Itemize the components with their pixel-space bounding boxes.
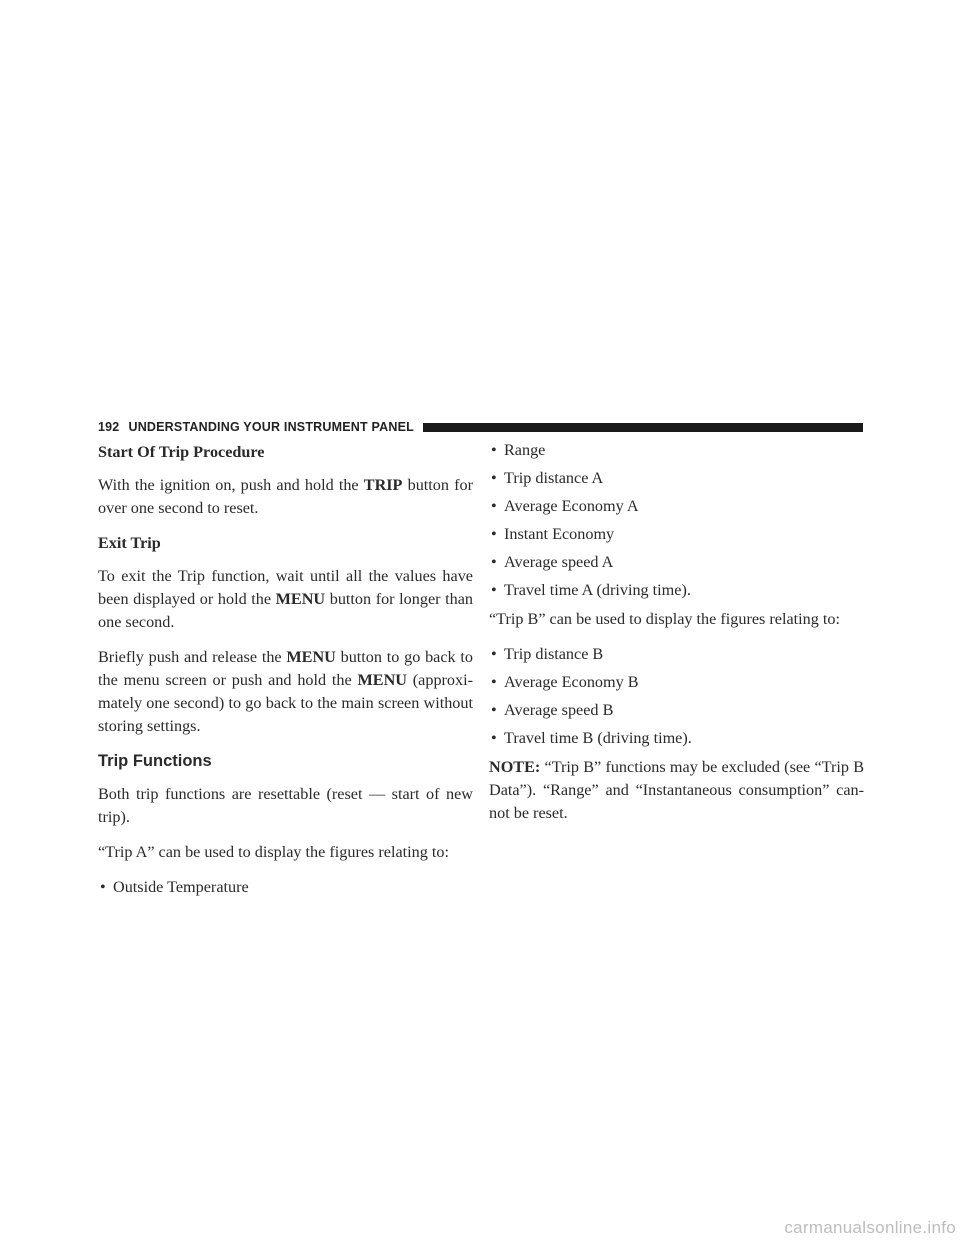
start-trip-heading: Start Of Trip Procedure xyxy=(98,443,265,461)
exit-trip-heading: Exit Trip xyxy=(98,534,161,552)
site-watermark: carmanualsonline.info xyxy=(784,1218,956,1237)
exit-trip-paragraph xyxy=(98,565,473,634)
bullet-icon: • xyxy=(491,645,497,663)
resettable-paragraph: Both trip functions are resettable (reset — start of new trip). xyxy=(98,785,473,826)
list-item-text: Travel time A (driving time). xyxy=(504,581,691,599)
list-item xyxy=(489,551,864,574)
list-item-text: Instant Economy xyxy=(504,525,615,543)
list-item xyxy=(98,876,473,899)
page-number: 192 xyxy=(98,420,120,434)
start-trip-text-2: button for over one second to reset. xyxy=(98,476,473,517)
list-item xyxy=(489,643,864,666)
section-title: UNDERSTANDING YOUR INSTRUMENT PANEL xyxy=(128,420,414,434)
list-item xyxy=(489,523,864,546)
menu-button-label: MENU xyxy=(286,648,336,666)
bullet-icon: • xyxy=(491,525,497,543)
page-header xyxy=(98,418,863,436)
start-trip-paragraph xyxy=(98,474,473,520)
list-item-text: Travel time B (driving time). xyxy=(504,729,692,747)
list-item xyxy=(489,467,864,490)
briefly-text-1: Briefly push and release the xyxy=(98,648,287,666)
list-item-text: Outside Temperature xyxy=(113,878,249,896)
briefly-text-2: button to go back to the menu screen or push and hold the xyxy=(98,648,473,689)
trip-button-label: TRIP xyxy=(363,476,403,494)
bullet-icon: • xyxy=(100,878,106,896)
list-item-text: Average speed A xyxy=(504,553,614,571)
list-item xyxy=(489,439,864,462)
trip-b-intro: “Trip B” can be used to display the figures relating to: xyxy=(489,610,840,628)
list-item-text: Average Economy B xyxy=(504,673,639,691)
menu-button-label: MENU xyxy=(275,590,326,608)
trip-a-list-left xyxy=(98,876,473,899)
header-rule xyxy=(423,423,863,432)
list-item xyxy=(489,579,864,602)
list-item-text: Average Economy A xyxy=(504,497,639,515)
list-item-text: Trip distance B xyxy=(504,645,604,663)
list-item xyxy=(489,727,864,750)
exit-trip-text-1: To exit the Trip function, wait until all the values have been displayed or hold the xyxy=(98,567,473,608)
note-paragraph xyxy=(489,756,864,825)
bullet-icon: • xyxy=(491,441,497,459)
list-item-text: Trip distance A xyxy=(504,469,604,487)
list-item xyxy=(489,671,864,694)
bullet-icon: • xyxy=(491,469,497,487)
trip-a-list-right xyxy=(489,439,864,602)
exit-trip-text-2: button for longer than one second. xyxy=(98,590,474,631)
menu-button-label: MENU xyxy=(357,671,407,689)
trip-b-list xyxy=(489,643,864,750)
start-trip-text-1: With the ignition on, push and hold the xyxy=(98,476,364,494)
briefly-text-3: (approxi-mately one second) to go back to the main screen without storing settings. xyxy=(98,671,473,735)
bullet-icon: • xyxy=(491,673,497,691)
bullet-icon: • xyxy=(491,729,497,747)
list-item-text: Average speed B xyxy=(504,701,614,719)
trip-functions-heading: Trip Functions xyxy=(98,752,212,770)
list-item xyxy=(489,699,864,722)
note-label: NOTE: xyxy=(489,758,541,776)
right-column xyxy=(489,439,864,837)
bullet-icon: • xyxy=(491,701,497,719)
note-text: “Trip B” functions may be excluded (see “Trip B Data”). “Range” and “Instantaneous consumption” can-not be reset. xyxy=(489,758,864,822)
bullet-icon: • xyxy=(491,553,497,571)
bullet-icon: • xyxy=(491,497,497,515)
list-item xyxy=(489,495,864,518)
list-item-text: Range xyxy=(504,441,546,459)
briefly-paragraph xyxy=(98,646,473,738)
left-column xyxy=(98,439,473,905)
bullet-icon: • xyxy=(491,581,497,599)
trip-a-intro: “Trip A” can be used to display the figures relating to: xyxy=(98,843,449,861)
